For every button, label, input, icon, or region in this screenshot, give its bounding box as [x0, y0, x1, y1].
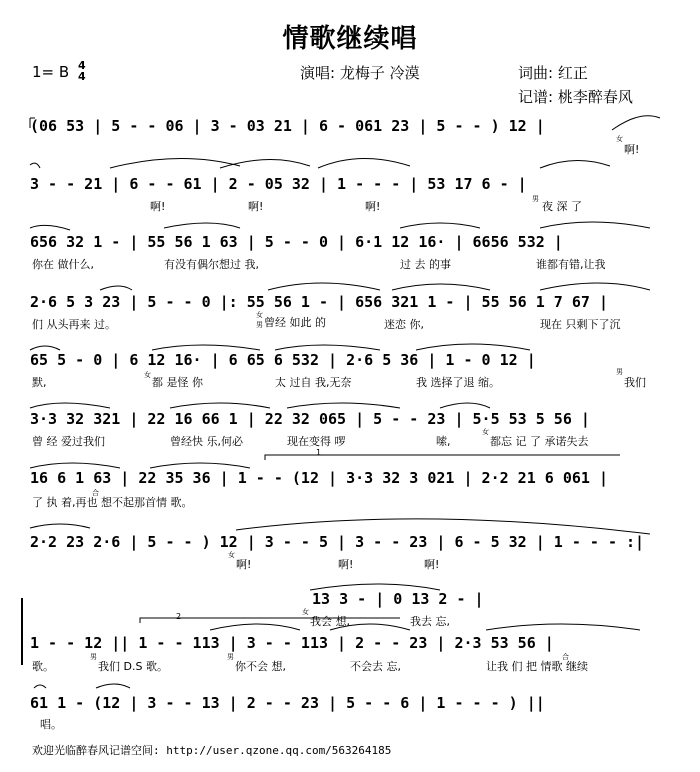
notation-row: 65 5 - 0 | 6 12 16· | 6 65 6 532 | 2·6 5 36 | 1 - 0 12 | [30, 351, 536, 369]
voice-mark-male: 男 [90, 653, 97, 661]
song-title: 情歌继续唱 [282, 24, 418, 54]
notation-row: 656 32 1 - | 55 56 1 63 | 5 - - 0 | 6·1 12 16· | 6656 532 | [30, 233, 563, 251]
voice-mark-male: 男 [227, 653, 234, 661]
voice-mark-duet: 合 [92, 489, 99, 497]
notation-row: 2·2 23 2·6 | 5 - - ) 12 | 3 - - 5 | 3 - - 23 | 6 - 5 32 | 1 - - - :| [30, 533, 645, 551]
singers: 演唱: 龙梅子 冷漠 [300, 64, 420, 82]
voice-mark-duet: 合 [562, 653, 569, 661]
notation-row: (06 53 | 5 - - 06 | 3 - 03 21 | 6 - 061 23 | 5 - - ) 12 | [30, 117, 545, 135]
lyric-line: 现在变得 啰 [287, 435, 346, 448]
lyric-line: 你不会 想, [235, 660, 286, 673]
voice-mark-female: 女 [482, 428, 489, 436]
lyric-line: 默, [32, 376, 47, 389]
lyric-line: 现在 只剩下了沉 [540, 318, 621, 331]
time-signature [78, 60, 86, 82]
voice-mark-male: 男 [616, 368, 623, 376]
lyric-line: 啊! [248, 200, 264, 213]
volta-1-label: 1 [316, 448, 322, 457]
lyric-line: 太 过自 我,无奈 [275, 376, 352, 389]
voice-mark-female: 女 [256, 311, 263, 319]
transcriber: 记谱: 桃李醉春风 [518, 88, 633, 106]
lyric-line: 过 去 的事 [400, 258, 451, 271]
time-signature-bottom: 4 [78, 70, 86, 83]
voice-mark-male: 男 [532, 195, 539, 203]
notation-row: 16 6 1 63 | 22 35 36 | 1 - - (12 | 3·3 32 3 021 | 2·2 21 6 061 | [30, 469, 608, 487]
lyric-line: 不会去 忘, [350, 660, 401, 673]
lyric-line: 啊! [236, 558, 252, 571]
lyric-line: 有没有偶尔想过 我, [164, 258, 259, 271]
lyric-line: 啊! [150, 200, 166, 213]
volta-2-label: 2 [176, 612, 182, 621]
lyric-line: 你在 做什么, [32, 258, 94, 271]
lyric-line: 谁都有错,让我 [536, 258, 606, 271]
notation-row: 1 - - 12 || 1 - - 113 | 3 - - 113 | 2 - - 23 | 2·3 53 56 | [30, 634, 554, 652]
lyric-line: 我 选择了退 缩。 [416, 376, 500, 389]
voice-mark-female: 女 [302, 608, 309, 616]
lyric-line: 我们 [624, 376, 646, 389]
voice-mark-female: 女 [144, 371, 151, 379]
notation-row: 3 - - 21 | 6 - - 61 | 2 - 05 32 | 1 - - - | 53 17 6 - | [30, 175, 527, 193]
notation-row: 3·3 32 321 | 22 16 66 1 | 22 32 065 | 5 - - 23 | 5·5 53 5 56 | [30, 410, 590, 428]
footer-credit: 欢迎光临醉春风记谱空间: http://user.qzone.qq.com/563264185 [32, 744, 392, 757]
notation-row: 2·6 5 3 23 | 5 - - 0 |: 55 56 1 - | 656 321 1 - | 55 56 1 7 67 | [30, 293, 608, 311]
voice-mark-male: 男 [256, 321, 263, 329]
lyric-line: 唱。 [40, 718, 62, 731]
lyricist-composer: 词曲: 红正 [518, 64, 588, 82]
lyric-line: 啊! [338, 558, 354, 571]
lyric-line: 都 是怪 你 [152, 376, 203, 389]
lyric-line: 啊! [424, 558, 440, 571]
key-signature: 1= B [32, 63, 70, 81]
lyric-line: 了 执 着,再也 想不起那首情 歌。 [32, 496, 193, 509]
lyric-line: 啊! [624, 143, 640, 156]
lyric-line: 都忘 记 了 承诺失去 [490, 435, 589, 448]
lyric-line: 我们 D.S 歌。 [98, 660, 168, 673]
voice-mark-female: 女 [228, 551, 235, 559]
notation-row: 61 1 - (12 | 3 - - 13 | 2 - - 23 | 5 - - 6 | 1 - - - ) || [30, 694, 545, 712]
lyric-line: 曾经 如此 的 [264, 316, 326, 329]
voice-mark-female: 女 [616, 135, 623, 143]
lyric-line: 我会 想, [310, 615, 350, 628]
lyric-line: 曾经快 乐,何必 [170, 435, 243, 448]
lyric-line: 让我 们 把 情歌 继续 [486, 660, 588, 673]
lyric-line: 迷恋 你, [384, 318, 424, 331]
time-signature-top: 4 [78, 59, 86, 72]
lyric-line: 们 从头再来 过。 [32, 318, 116, 331]
lyric-line: 啊! [365, 200, 381, 213]
lyric-line: 我去 忘, [410, 615, 450, 628]
lyric-line: 歌。 [32, 660, 54, 673]
lyric-line: 夜 深 了 [542, 200, 582, 213]
lyric-line: 嗦, [436, 435, 451, 448]
lyric-line: 曾 经 爱过我们 [32, 435, 105, 448]
notation-row: 13 3 - | 0 13 2 - | [312, 590, 484, 608]
